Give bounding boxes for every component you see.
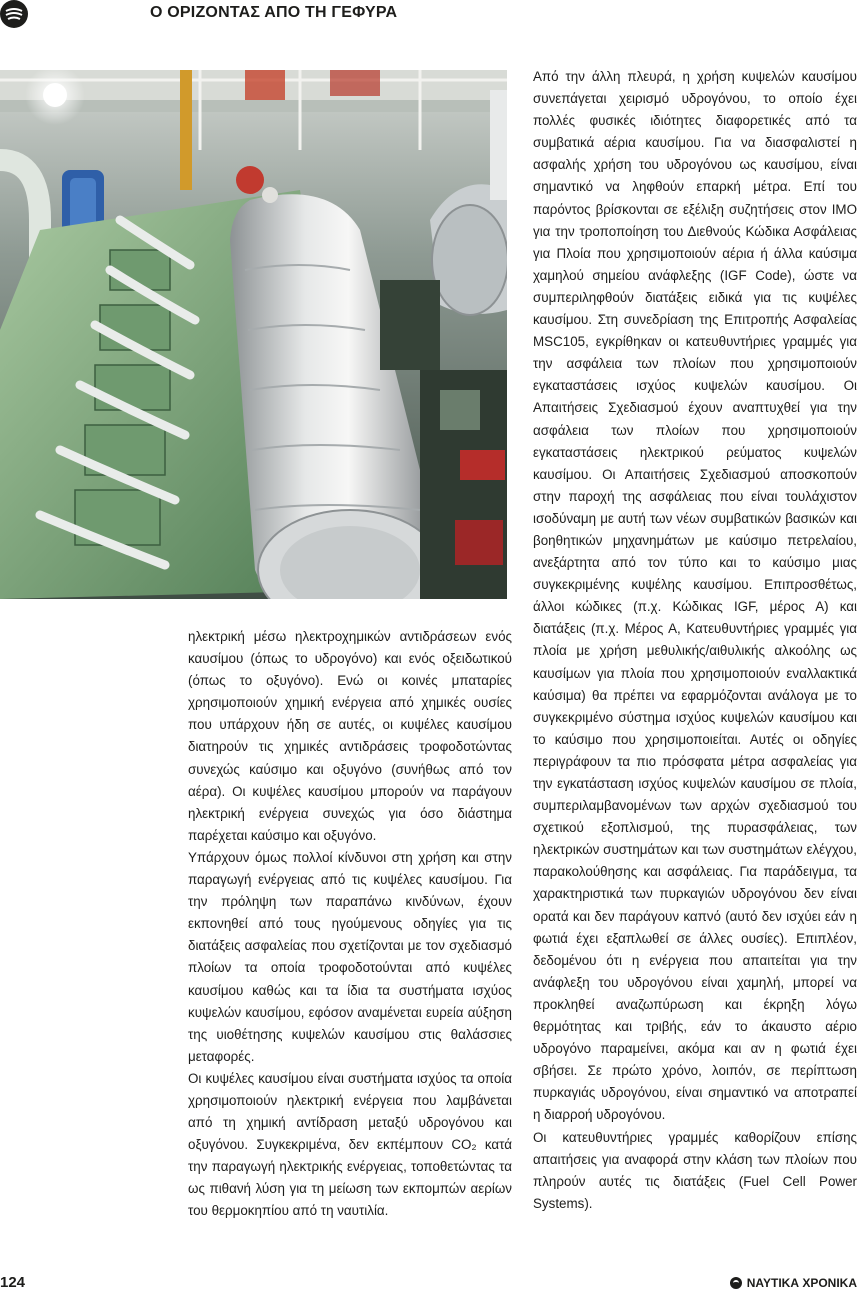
paragraph: Οι κατευθυντήριες γραμμές καθορίζουν επίσης απαιτήσεις για αναφορά στην κλάση των πλοίων που πληρούν αυτές τις διατάξεις (Fuel Cell Power Systems).: [533, 1129, 857, 1211]
paragraph: Υπάρχουν όμως πολλοί κίνδυνοι στη χρήση και στην παραγωγή ενέργειας από τις κυψέλες καυσίμου. Για την πρόληψη των παραπάνω κινδύνων, έχουν εκπονηθεί από τους ηγούμενους οδηγίες για τις διατάξεις ασφαλείας που σχετίζονται με τον σχεδιασμό πλοίων τα οποία τροφοδοτούνται από κυψέλες καυσίμου καθώς και τα ίδια τα συστήματα ισχύος κυψελών καυσίμου, εφόσον αναμένεται ευρεία αύξηση της υιοθέτησης κυψελών καυσίμου στις θαλάσσιες μεταφορές.: [188, 849, 512, 1064]
article-column-left: [188, 626, 512, 1223]
article-column-right: [533, 66, 857, 1215]
engine-room-photo: [0, 70, 507, 599]
paragraph: Από την άλλη πλευρά, η χρήση κυψελών καυσίμου συνεπάγεται χειρισμό υδρογόνου, το οποίο έχει πολλές φυσικές ιδιότητες διαφορετικές από τα συμβατικά αέρια καυσίμου. Για να διασφαλιστεί η ασφαλής χρήση του υδρογόνου ως καυσίμου, είναι σημαντικό να ληφθούν επαρκή μέτρα. Επί του παρόντος βρίσκονται σε εξέλιξη συζητήσεις στον IMO για την τροποποίηση του Διεθνούς Κώδικα Ασφάλειας για Πλοία που χρησιμοποιούν αέρια ή άλλα καύσιμα χαμηλού σημείου ανάφλεξης (IGF Code), ώστε να συμπεριληφθούν διατάξεις ειδικά για τις κυψέλες καυσίμου. Στη συνεδρίαση της Επιτροπής Ασφαλείας MSC105, εγκρίθηκαν οι κατευθυντήριες γραμμές για την ασφάλεια των πλοίων που χρησιμοποιούν εγκαταστάσεις ισχύος κυψελών καυσίμου. Οι Απαιτήσεις Σχεδιασμού έχουν αναπτυχθεί για την ασφάλεια των πλοίων που χρησιμοποιούν εγκαταστάσεις ηλεκτρικού ρεύματος κυψελών καυσίμου. Οι Απαιτήσεις Σχεδιασμού αποσκοπούν στην παροχή της ασφάλειας που είναι τουλάχιστον ισοδύναμη με αυτή των νέων συμβατικών βασικών και βοηθητικών μηχανημάτων με καύσιμο πετρελαίου, ανεξάρτητα από τον τύπο και το καύσιμο μιας συγκεκριμένης κυψέλης καυσίμου. Επιπροσθέτως, άλλοι κώδικες (π.χ. Κώδικας IGF, μέρος Α) και διατάξεις (π.χ. Μέρος Α, Κατευθυντήριες γραμμές για πλοία με χρήση μεθυλικής/αιθυλικής αλκοόλης ως καυσίμων για πλοία που χρησιμοποιούν εναλλακτικά καύσιμα) θα πρέπει να εφαρμόζονται ανάλογα με το συγκεκριμένο σύστημα ισχύος κυψελών καυσίμου και το καύσιμο που χρησιμοποιείται. Αυτές οι οδηγίες περιγράφουν τα πιο πρόσφατα μέτρα ασφαλείας για την εγκατάσταση ισχύος κυψελών καυσίμου σε πλοία, συμπεριλαμβανομένων των αρχών σχεδιασμού του σχετικού εξοπλισμού, της πυρασφάλειας, των ηλεκτρικών συστημάτων και των συστημάτων ελέγχου, παρακολούθησης και ασφάλειας. Για παράδειγμα, τα χαρακτηριστικά των πυρκαγιών υδρογόνου δεν είναι ορατά και δεν παράγουν καπνό (αυτό δεν ισχύει εάν η φωτιά έχει εξαπλωθεί σε άλλες ουσίες). Επιπλέον, δεδομένου ότι η ενέργεια που απαιτείται για την ανάφλεξη του υδρογόνου είναι χαμηλή, μπορεί να προκληθεί αναζωπύρωση και έκρηξη λόγω θερμότητας και τριβής, εάν το άκαυστο αέριο υδρογόνο παραμείνει, ακόμα και αν η φωτιά έχει σβήσει. Σε πρώτο χρόνο, λοιπόν, σε περίπτωση πυρκαγιάς υδρογόνου, είναι σημαντικό να αποτραπεί η διαρροή υδρογόνου.: [533, 69, 857, 1123]
brand-footer: [730, 1276, 857, 1290]
page-number: 124: [0, 1274, 26, 1291]
section-title: Ο ΟΡΙΖΟΝΤΑΣ ΑΠΟ ΤΗ ΓΕΦΥΡΑ: [150, 4, 398, 21]
paragraph: ηλεκτρική μέσω ηλεκτροχημικών αντιδράσεων ενός καυσίμου (όπως το υδρογόνο) και ενός οξειδωτικού (όπως το οξυγόνο). Ενώ οι κοινές μπαταρίες χρησιμοποιούν χημική ενέργεια από χημικές ουσίες που υπάρχουν ήδη σε αυτές, οι κυψέλες καυσίμου διατηρούν τις χημικές αντιδράσεις τροφοδοτώντας συνεχώς καύσιμο και οξυγόνο (συνήθως από τον αέρα). Οι κυψέλες καυσίμου μπορούν να παράγουν ηλεκτρική ενέργεια συνεχώς για όσο διάστημα παρέχεται καύσιμο και οξυγόνο.: [188, 629, 512, 843]
brand-name: ΝΑΥΤΙΚΑ ΧΡΟΝΙΚΑ: [746, 1276, 857, 1290]
brand-logo-icon: [730, 1277, 742, 1289]
paragraph: Οι κυψέλες καυσίμου είναι συστήματα ισχύος τα οποία χρησιμοποιούν ηλεκτρική ενέργεια που λαμβάνεται από τη χημική αντίδραση μεταξύ υδρογόνου και οξυγόνου. Συγκεκριμένα, δεν εκπέμπουν CO₂ κατά την παραγωγή ηλεκτρικής ενέργειας, τοποθετώντας τα ως πιθανή λύση για τη μείωση των εκπομπών αερίων του θερμοκηπίου από τη ναυτιλία.: [188, 1070, 512, 1219]
publication-logo-icon: [0, 0, 28, 28]
